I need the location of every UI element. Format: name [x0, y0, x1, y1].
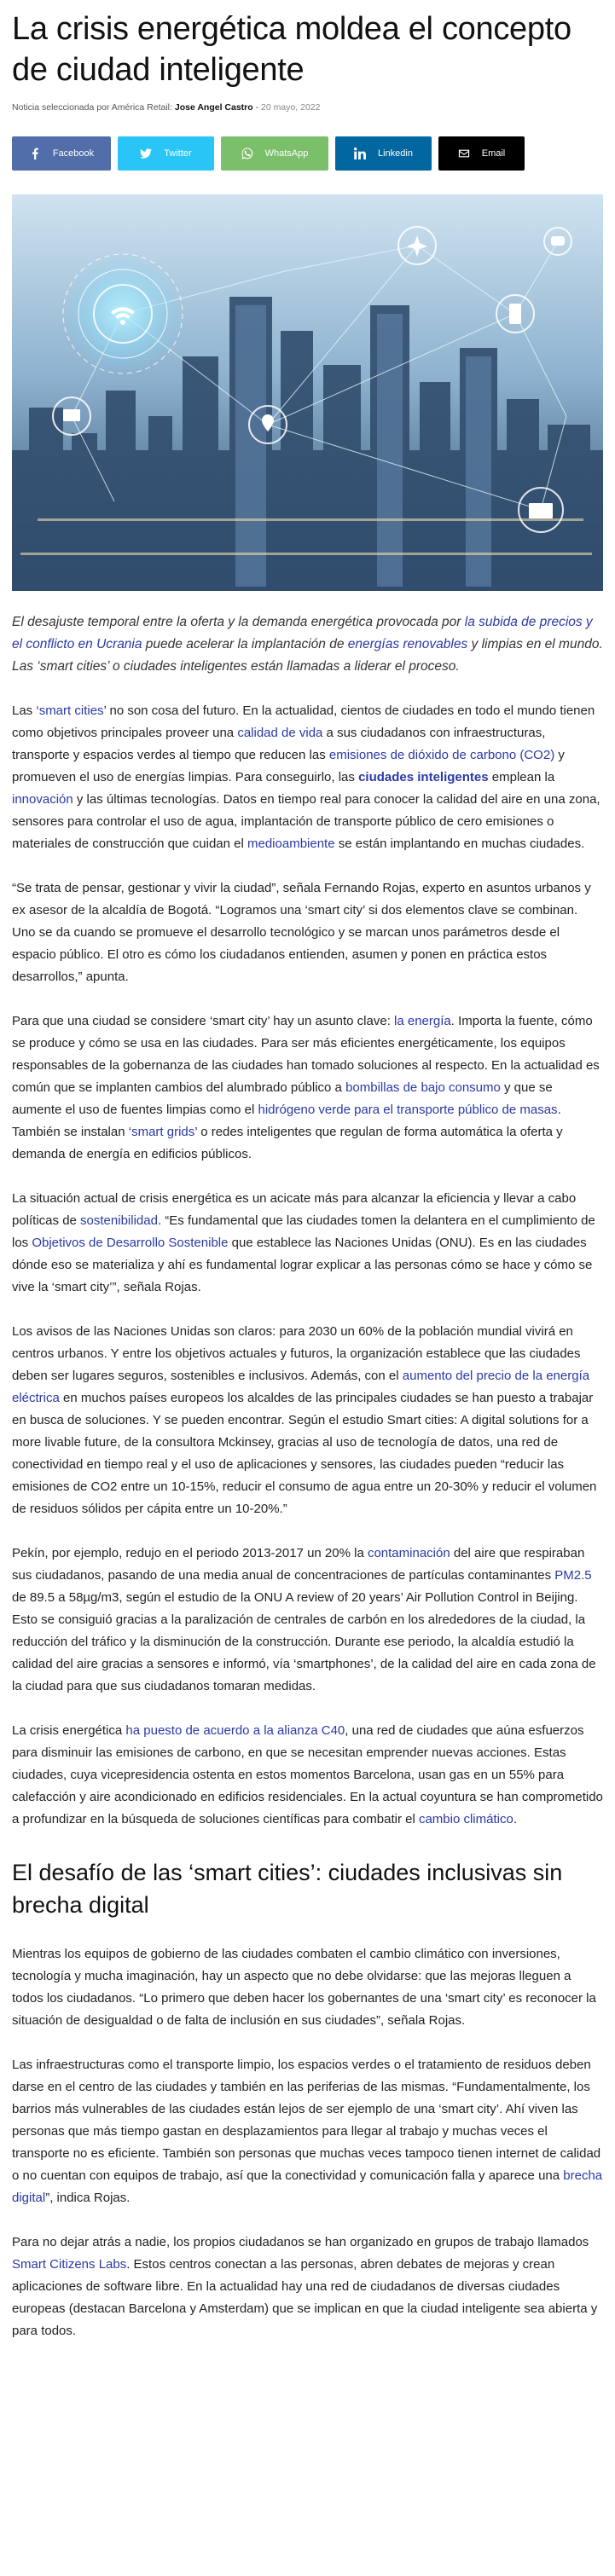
share-bar: [12, 136, 603, 171]
body-paragraph: [12, 1543, 603, 1698]
text-run: Mientras los equipos de gobierno de las ciudades combaten el cambio climático con inversiones, tecnología y mucha imaginación, hay un aspecto que no debe olvidarse: que las mejoras lleguen a todos los ciudadanos. “Lo primero que deben hacer los gobernantes de una ‘smart city’ es reconocer la situación de desigualdad o de falta de inclusión en sus ciudades”, señala Rojas.: [12, 1947, 596, 2028]
inline-link[interactable]: emisiones de dióxido de carbono (CO2): [328, 748, 555, 762]
meta-prefix: Noticia seleccionada por América Retail:: [12, 102, 172, 113]
body-paragraph: [12, 1010, 603, 1166]
body-paragraph: [12, 1188, 603, 1299]
inline-link[interactable]: PM2.5: [554, 1568, 592, 1583]
facebook-label: Facebook: [52, 148, 95, 159]
text-run: y limpias en el mundo. Las ‘smart cities’ o ciudades inteligentes están llamadas a liderar el proceso.: [12, 637, 603, 674]
author-link[interactable]: Jose Angel Castro: [174, 102, 253, 113]
body-paragraph: [12, 1943, 603, 2032]
facebook-icon: [29, 148, 41, 159]
inline-link[interactable]: la subida de precios y el conflicto en Ucrania: [12, 615, 593, 651]
article-lead: [12, 611, 603, 678]
text-run: y que se aumente el uso de fuentes limpias como el: [12, 1080, 553, 1117]
section-heading: El desafío de las ‘smart cities’: ciudades inclusivas sin brecha digital: [12, 1860, 563, 1918]
body-paragraph: [12, 2054, 603, 2209]
text-run: emplean la: [488, 770, 555, 784]
twitter-icon: [140, 148, 152, 159]
text-run: Para que una ciudad se considere ‘smart city’ hay un asunto clave:: [12, 1014, 395, 1028]
inline-link[interactable]: ha puesto de acuerdo a la alianza C40: [125, 1723, 345, 1738]
text-run: Las infraestructuras como el transporte limpio, los espacios verdes o el tratamiento de residuos deben darse en el centro de las ciudades y también en las periferias de las mismas. “Fundamentalmente, los barrios más vulnerables de las ciudades están lejos de ser ejemplo de una ‘smart city’. Ahí viven las personas que más tiempo gastan en desplazamientos para llegar al trabajo y muchas veces el transporte no es eficiente. También son personas que muchas veces tampoco tienen internet de calidad o no cuentan con equipos de trabajo, así que la conectividad y comunicación falla y aparece una: [12, 2058, 601, 2183]
meta-separator: -: [252, 102, 262, 113]
text-run: . “Es fundamental que las ciudades tomen la delantera en el cumplimiento de los: [12, 1213, 595, 1250]
inline-link[interactable]: la energía: [394, 1014, 451, 1028]
inline-link[interactable]: sostenibilidad: [80, 1213, 158, 1228]
inline-link[interactable]: aumento del precio de la energía eléctrica: [12, 1369, 590, 1405]
inline-link[interactable]: contaminación: [367, 1546, 450, 1560]
inline-link[interactable]: smart cities: [38, 703, 104, 718]
article-body-part1: [12, 700, 603, 1831]
share-email-button[interactable]: [438, 136, 525, 171]
linkedin-label: Linkedin: [378, 148, 413, 159]
text-run: puede acelerar la implantación de: [142, 637, 348, 651]
text-run: . Importa la fuente, cómo se produce y cómo se usa en las ciudades. Para ser más eficientes energéticamente, los equipos responsables de la gobernanza de las ciudades han tomado soluciones al respecto. En la actualidad es común que se implanten cambios del alumbrado público a: [12, 1014, 600, 1095]
share-whatsapp-button[interactable]: [221, 136, 328, 171]
article-body-part2: [12, 1943, 603, 2342]
smart-city-illustration: [12, 194, 603, 591]
share-linkedin-button[interactable]: [335, 136, 432, 171]
inline-link[interactable]: Smart Citizens Labs: [12, 2257, 127, 2272]
inline-link[interactable]: brecha digital: [12, 2168, 603, 2205]
featured-image: [12, 194, 603, 591]
text-run: Los avisos de las Naciones Unidas son claros: para 2030 un 60% de la población mundial vivirá en centros urbanos. Y entre los objetivos actuales y futuros, la organización establece que las ciudades deben ser lugares seguros, sostenibles e inclusivos. Además, con el: [12, 1324, 581, 1383]
body-paragraph: [12, 2232, 603, 2342]
text-run: . Estos centros conectan a las personas, abren debates de mejoras y crean aplicaciones de software libre. En la actualidad hay una red de ciudadanos de diversas ciudades europeas (destacan Barcelona y Amsterdam) que se implican en que la ciudad inteligente sea abierta y para todos.: [12, 2257, 598, 2338]
inline-link[interactable]: energías renovables: [347, 637, 468, 651]
text-run: y promueven el uso de energías limpias. Para conseguirlo, las: [12, 748, 565, 784]
text-run: y las últimas tecnologías. Datos en tiempo real para conocer la calidad del aire en una zona, sensores para controlar el uso de agua, implantación de transporte público de cero emisiones o materiales de construcción que cuidan el: [12, 792, 600, 851]
text-run: La crisis energética: [12, 1723, 126, 1738]
text-run: La situación actual de crisis energética es un acicate más para alcanzar la eficiencia y llevar a cabo políticas de: [12, 1191, 577, 1228]
inline-link[interactable]: hidrógeno verde para el transporte público de masas: [258, 1103, 558, 1117]
twitter-label: Twitter: [164, 148, 192, 159]
article: [0, 9, 615, 2342]
share-twitter-button[interactable]: [118, 136, 214, 171]
whatsapp-icon: [241, 148, 253, 159]
linkedin-icon: [354, 148, 366, 159]
envelope-icon: [458, 148, 470, 159]
body-paragraph: [12, 877, 603, 988]
text-run: Pekín, por ejemplo, redujo en el periodo 2013-2017 un 20% la: [12, 1546, 368, 1560]
inline-link[interactable]: smart grids: [131, 1125, 195, 1139]
text-run: ’ o redes inteligentes que regulan de forma automática la oferta y demanda de energía en edificios públicos.: [12, 1125, 563, 1161]
text-run: Para no dejar atrás a nadie, los propios ciudadanos se han organizado en grupos de trabajo llamados: [12, 2235, 589, 2249]
publish-date: 20 mayo, 2022: [261, 102, 321, 113]
inline-link[interactable]: cambio climático: [418, 1812, 513, 1826]
text-run: en muchos países europeos los alcaldes de las principales ciudades se han puesto a trabajar en busca de soluciones. Y se pueden encontrar. Según el estudio Smart cities: A digital solutions for a more livable future, de la consultora Mckinsey, gracias al uso de tecnología de datos, una red de conectividad en tiempo real y el uso de aplicaciones y sensores, las ciudades pueden “reducir las emisiones de CO2 entre un 10-15%, reducir el consumo de agua entre un 20-30% y reducir el volumen de residuos sólidos per cápita entre un 10-20%.”: [12, 1391, 597, 1516]
text-run: del aire que respiraban sus ciudadanos, pasando de una media anual de concentraciones de partículas contaminantes: [12, 1546, 585, 1583]
share-facebook-button[interactable]: [12, 136, 111, 171]
text-run: ’ no son cosa del futuro. En la actualidad, cientos de ciudades en todo el mundo tienen como objetivos principales proveer una: [12, 703, 595, 740]
inline-link[interactable]: medioambiente: [247, 836, 335, 851]
text-run: que establece las Naciones Unidas (ONU). Es en las ciudades dónde eso se materializa y ahí es fundamental lograr explicar a las personas cómo se hace y cómo se vive la ‘smart city’”, señala Rojas.: [12, 1236, 593, 1294]
inline-link[interactable]: bombillas de bajo consumo: [345, 1080, 501, 1095]
inline-link[interactable]: Objetivos de Desarrollo Sostenible: [32, 1236, 229, 1250]
text-run: de 89.5 a 58µg/m3, según el estudio de la ONU A review of 20 years’ Air Pollution Control in Beijing. Esto se consiguió gracias a la paralización de centrales de carbón en los alrededores de la ciudad, la reducción del tráfico y la disminución de la construcción. Durante ese periodo, la alcaldía estudió la calidad del aire gracias a sensores e informó, vía ‘smartphones’, de la calidad del aire en cada zona de la ciudad para que sus ciudadanos tomaran medidas.: [12, 1590, 596, 1693]
whatsapp-label: WhatsApp: [264, 148, 309, 159]
inline-link[interactable]: calidad de vida: [237, 726, 323, 740]
body-paragraph: [12, 700, 603, 855]
article-meta: [12, 102, 603, 113]
text-run: , una red de ciudades que aúna esfuerzos para disminuir las emisiones de carbono, en que se necesitan emprender nuevas acciones. Estas ciudades, cuya vicepresidencia ostenta en estos momentos Barcelona, usan gas en un 55% para calefacción y aire acondicionado en edificios residenciales. En la actual coyuntura se han comprometido a profundizar en la búsqueda de soluciones científicas para combatir el: [12, 1723, 603, 1826]
text-run: a sus ciudadanos con infraestructuras, transporte y espacios verdes al tiempo que reducen las: [12, 726, 546, 762]
text-run: “Se trata de pensar, gestionar y vivir la ciudad”, señala Fernando Rojas, experto en asuntos urbanos y ex asesor de la alcaldía de Bogotá. “Logramos una ‘smart city’ si dos elementos clave se combinan. Uno se da cuando se promueve el desarrollo tecnológico y se marcan unos parámetros desde el espacio público. El otro es cómo los ciudadanos entienden, asumen y ponen en práctica estos desarrollos,” apunta.: [12, 881, 591, 984]
article-title: La crisis energética moldea el concepto de ciudad inteligente: [12, 11, 571, 88]
text-run: Las ‘: [12, 703, 39, 718]
body-paragraph: [12, 1720, 603, 1831]
text-run: se están implantando en muchas ciudades.: [334, 836, 585, 851]
text-run: . También se instalan ‘: [12, 1103, 561, 1139]
text-run: .: [513, 1812, 517, 1826]
inline-link[interactable]: innovación: [12, 792, 73, 807]
text-run: ”, indica Rojas.: [45, 2191, 131, 2205]
email-label: Email: [481, 148, 506, 159]
text-run: El desajuste temporal entre la oferta y la demanda energética provocada por: [12, 615, 465, 629]
body-paragraph: [12, 1321, 603, 1520]
bold-link[interactable]: ciudades inteligentes: [358, 770, 489, 784]
